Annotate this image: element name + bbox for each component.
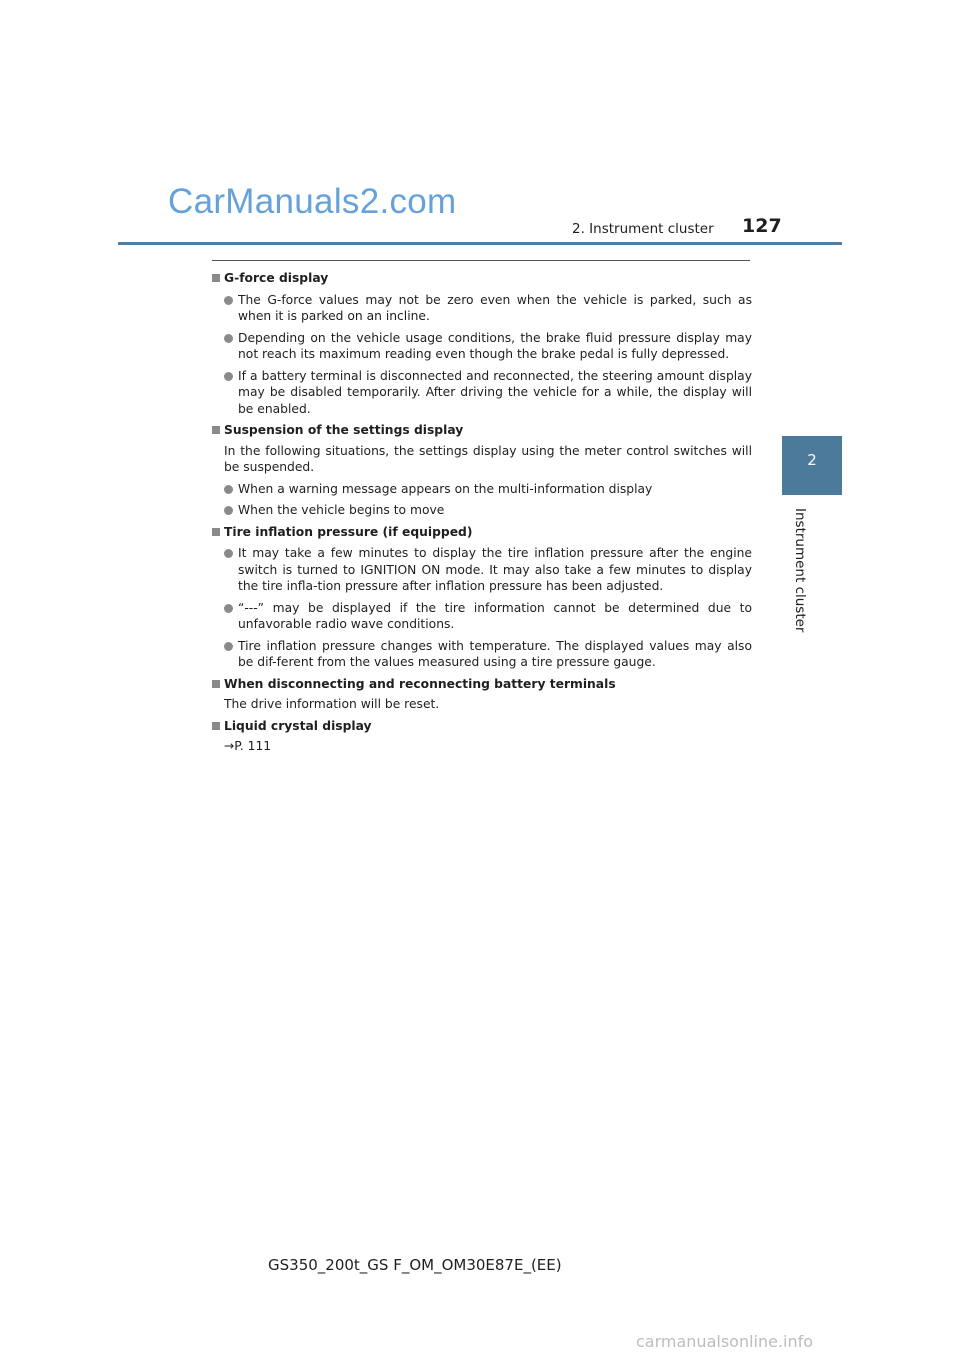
circle-bullet-icon <box>224 642 233 651</box>
list-item-text: It may take a few minutes to display the tire inflation pressure after the engine switch is turned to IGNITION ON mode. It may also take a few minutes to display the tire infla-tion pressure after inflation pressure has been adjusted. <box>238 546 752 593</box>
list-item <box>212 368 752 418</box>
circle-bullet-icon <box>224 334 233 343</box>
list-item-text: If a battery terminal is disconnected and reconnected, the steering amount display may be disabled temporarily. After driving the vehicle for a while, the display will be enabled. <box>238 368 752 416</box>
section-paragraph: The drive information will be reset. <box>224 697 440 711</box>
section-heading <box>212 524 752 541</box>
chapter-label: Instrument cluster <box>792 508 808 633</box>
list-item <box>212 545 752 595</box>
list-item <box>212 638 752 671</box>
section-heading-text: When disconnecting and reconnecting battery terminals <box>224 676 616 691</box>
list-item-text: The G-force values may not be zero even when the vehicle is parked, such as when it is parked on an incline. <box>238 292 752 323</box>
list-item-text: When a warning message appears on the multi-information display <box>238 481 653 496</box>
square-bullet-icon <box>212 680 220 688</box>
section-heading-text: G-force display <box>224 271 329 285</box>
footer-watermark: carmanualsonline.info <box>636 1332 814 1351</box>
page-reference-link[interactable]: →P. 111 <box>224 739 272 753</box>
list-item-text: Tire inflation pressure changes with temperature. The displayed values may also be dif-ferent from the values measured using a tire pressure gauge. <box>238 638 752 669</box>
square-bullet-icon <box>212 274 220 282</box>
header-rule <box>118 242 842 245</box>
watermark-logo: CarManuals2.com <box>168 182 457 221</box>
list-item-text: Depending on the vehicle usage conditions, the brake fluid pressure display may not reach its maximum reading even though the brake pedal is fully depressed. <box>238 330 752 361</box>
square-bullet-icon <box>212 722 220 730</box>
list-item-text: “---” may be displayed if the tire information cannot be determined due to unfavorable radio wave conditions. <box>238 600 752 631</box>
page-content <box>212 270 752 755</box>
section-title: 2. Instrument cluster <box>572 221 714 237</box>
chapter-number: 2 <box>807 451 817 469</box>
circle-bullet-icon <box>224 296 233 305</box>
list-item <box>212 292 752 325</box>
section-heading <box>212 270 752 287</box>
list-item <box>212 481 752 498</box>
page-number: 127 <box>742 215 782 237</box>
list-item <box>212 502 752 519</box>
circle-bullet-icon <box>224 372 233 381</box>
circle-bullet-icon <box>224 485 233 494</box>
square-bullet-icon <box>212 528 220 536</box>
circle-bullet-icon <box>224 549 233 558</box>
list-item <box>212 330 752 363</box>
model-code: GS350_200t_GS F_OM_OM30E87E_(EE) <box>268 1256 562 1274</box>
list-item-text: When the vehicle begins to move <box>238 503 445 517</box>
section-heading-text: Tire inflation pressure (if equipped) <box>224 524 473 539</box>
circle-bullet-icon <box>224 506 233 515</box>
circle-bullet-icon <box>224 604 233 613</box>
section-paragraph: In the following situations, the settings display using the meter control switches will be suspended. <box>224 443 752 474</box>
list-item <box>212 600 752 633</box>
section-heading <box>212 676 752 693</box>
section-heading <box>212 422 752 439</box>
section-heading-text: Liquid crystal display <box>224 718 372 733</box>
section-heading-text: Suspension of the settings display <box>224 423 464 437</box>
content-rule <box>212 260 750 261</box>
section-heading <box>212 718 752 735</box>
chapter-tab <box>782 436 842 495</box>
square-bullet-icon <box>212 426 220 434</box>
